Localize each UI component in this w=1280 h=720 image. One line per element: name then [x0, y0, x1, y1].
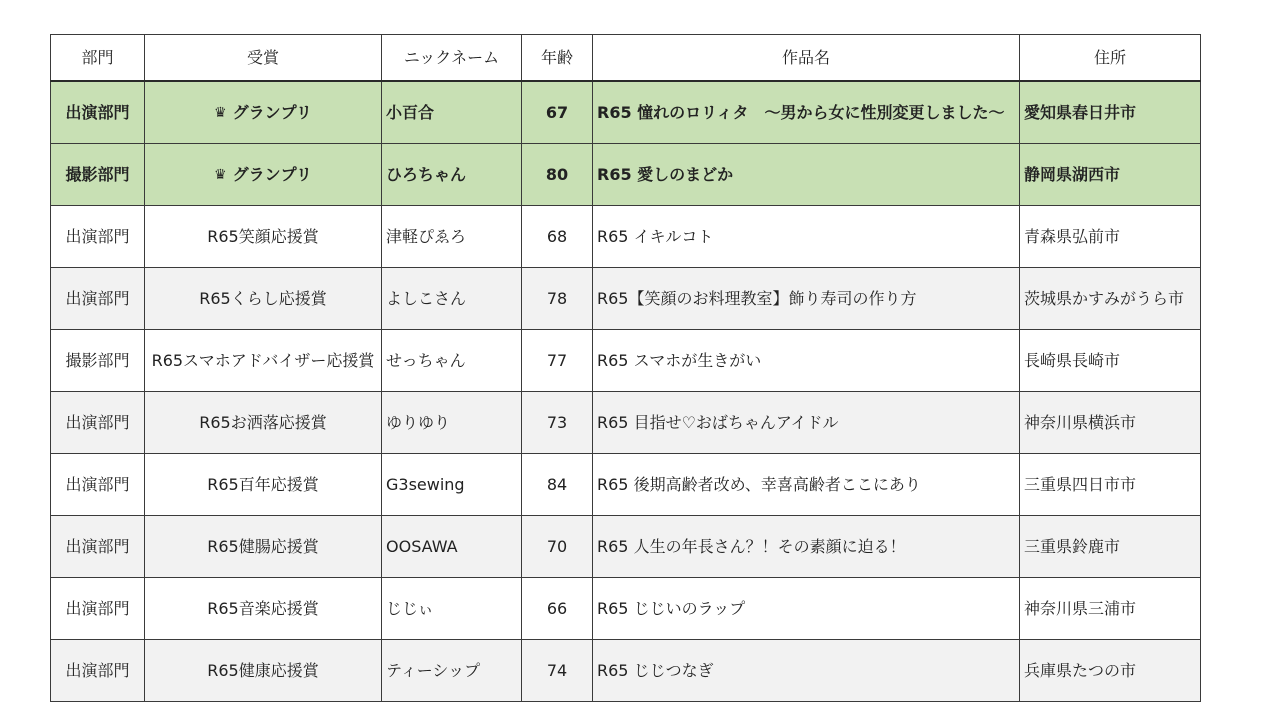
- table-row: [51, 330, 1201, 392]
- department-cell: 撮影部門: [51, 144, 145, 206]
- work-title-cell: R65 人生の年長さん？！その素顔に迫る！: [593, 516, 1020, 578]
- header-age: 年齢: [522, 35, 593, 82]
- table-row: [51, 81, 1201, 144]
- table-row: [51, 516, 1201, 578]
- nickname-cell: ゆりゆり: [382, 392, 522, 454]
- award-cell: R65笑顔応援賞: [145, 206, 382, 268]
- award-cell: R65百年応援賞: [145, 454, 382, 516]
- age-cell: 73: [522, 392, 593, 454]
- table-row: [51, 206, 1201, 268]
- address-cell: 静岡県湖西市: [1020, 144, 1201, 206]
- age-cell: 80: [522, 144, 593, 206]
- work-title-cell: R65 じじいのラップ: [593, 578, 1020, 640]
- department-cell: 出演部門: [51, 578, 145, 640]
- nickname-cell: OOSAWA: [382, 516, 522, 578]
- age-cell: 84: [522, 454, 593, 516]
- age-cell: 70: [522, 516, 593, 578]
- nickname-cell: 小百合: [382, 81, 522, 144]
- department-cell: 出演部門: [51, 392, 145, 454]
- crown-icon: ♛: [214, 166, 227, 183]
- award-cell: R65健康応援賞: [145, 640, 382, 702]
- work-title-cell: R65 スマホが生きがい: [593, 330, 1020, 392]
- department-cell: 出演部門: [51, 81, 145, 144]
- address-cell: 三重県四日市市: [1020, 454, 1201, 516]
- award-cell: R65くらし応援賞: [145, 268, 382, 330]
- crown-icon: ♛: [214, 104, 227, 121]
- department-cell: 出演部門: [51, 268, 145, 330]
- nickname-cell: ひろちゃん: [382, 144, 522, 206]
- address-cell: 三重県鈴鹿市: [1020, 516, 1201, 578]
- work-title-cell: R65 イキルコト: [593, 206, 1020, 268]
- table-row: [51, 640, 1201, 702]
- table-row: [51, 454, 1201, 516]
- address-cell: 神奈川県三浦市: [1020, 578, 1201, 640]
- table-row: [51, 392, 1201, 454]
- age-cell: 66: [522, 578, 593, 640]
- awards-table: [50, 34, 1201, 702]
- age-cell: 77: [522, 330, 593, 392]
- award-label: グランプリ: [232, 164, 312, 184]
- nickname-cell: 津軽ぴゑろ: [382, 206, 522, 268]
- address-cell: 茨城県かすみがうら市: [1020, 268, 1201, 330]
- table-body: [51, 81, 1201, 702]
- work-title-cell: R65 愛しのまどか: [593, 144, 1020, 206]
- department-cell: 撮影部門: [51, 330, 145, 392]
- department-cell: 出演部門: [51, 516, 145, 578]
- award-cell: R65お洒落応援賞: [145, 392, 382, 454]
- address-cell: 神奈川県横浜市: [1020, 392, 1201, 454]
- address-cell: 愛知県春日井市: [1020, 81, 1201, 144]
- work-title-cell: R65 後期高齢者改め、幸喜高齢者ここにあり: [593, 454, 1020, 516]
- nickname-cell: よしこさん: [382, 268, 522, 330]
- header-nickname: ニックネーム: [382, 35, 522, 82]
- work-title-cell: R65 じじつなぎ: [593, 640, 1020, 702]
- nickname-cell: ティーシップ: [382, 640, 522, 702]
- table-header: [51, 35, 1201, 82]
- age-cell: 67: [522, 81, 593, 144]
- age-cell: 68: [522, 206, 593, 268]
- department-cell: 出演部門: [51, 454, 145, 516]
- award-cell: [145, 144, 382, 206]
- nickname-cell: G3sewing: [382, 454, 522, 516]
- department-cell: 出演部門: [51, 206, 145, 268]
- address-cell: 長崎県長崎市: [1020, 330, 1201, 392]
- work-title-cell: R65 目指せ♡おばちゃんアイドル: [593, 392, 1020, 454]
- table-row: [51, 144, 1201, 206]
- header-address: 住所: [1020, 35, 1201, 82]
- address-cell: 兵庫県たつの市: [1020, 640, 1201, 702]
- header-department: 部門: [51, 35, 145, 82]
- nickname-cell: じじぃ: [382, 578, 522, 640]
- award-cell: [145, 81, 382, 144]
- header-award: 受賞: [145, 35, 382, 82]
- table-row: [51, 268, 1201, 330]
- table-row: [51, 578, 1201, 640]
- work-title-cell: R65【笑顔のお料理教室】飾り寿司の作り方: [593, 268, 1020, 330]
- work-title-cell: R65 憧れのロリィタ ～男から女に性別変更しました～: [593, 81, 1020, 144]
- age-cell: 74: [522, 640, 593, 702]
- nickname-cell: せっちゃん: [382, 330, 522, 392]
- header-work-title: 作品名: [593, 35, 1020, 82]
- award-cell: R65スマホアドバイザー応援賞: [145, 330, 382, 392]
- department-cell: 出演部門: [51, 640, 145, 702]
- award-label: グランプリ: [232, 102, 312, 122]
- header-row: [51, 35, 1201, 82]
- award-cell: R65健腸応援賞: [145, 516, 382, 578]
- age-cell: 78: [522, 268, 593, 330]
- address-cell: 青森県弘前市: [1020, 206, 1201, 268]
- awards-sheet: [50, 34, 1200, 702]
- award-cell: R65音楽応援賞: [145, 578, 382, 640]
